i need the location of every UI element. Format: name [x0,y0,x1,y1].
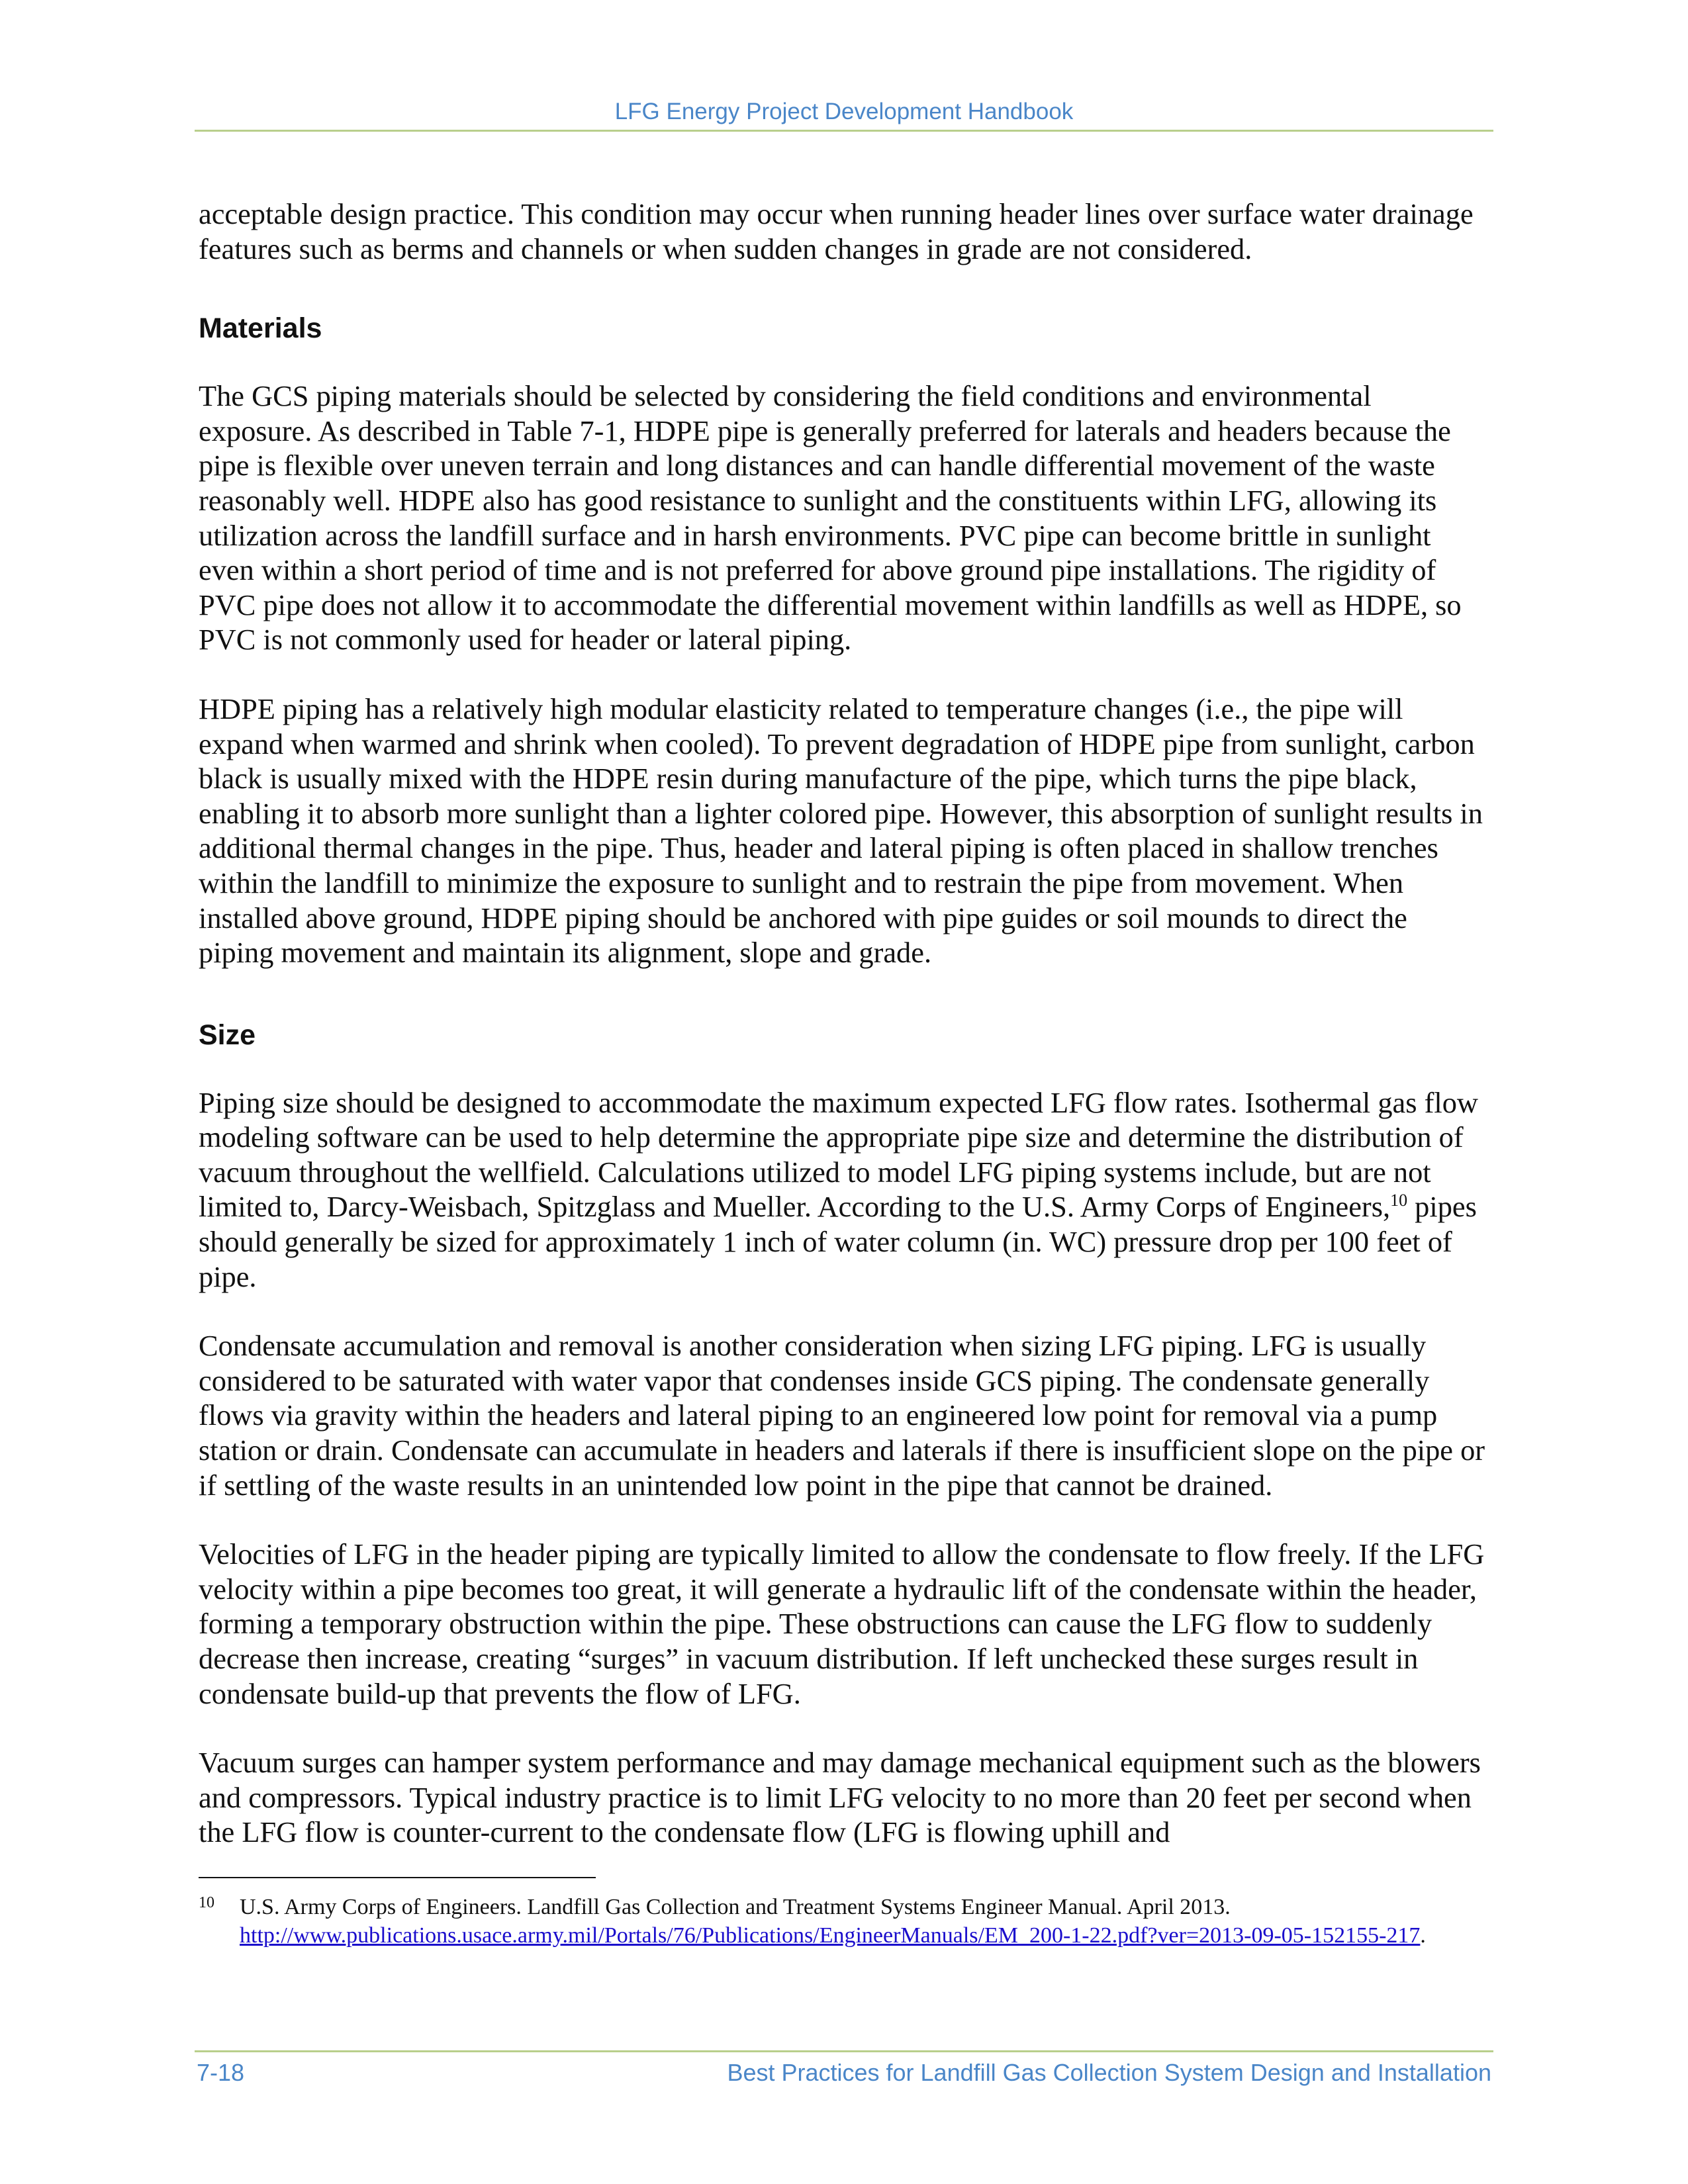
paragraph-size-2: Condensate accumulation and removal is another consideration when sizing LFG piping. LFG is usually considered to be saturated with water vapor that condenses inside GCS piping. The condensate generally flows via gravity within the headers and lateral piping to an engineered low point for removal via a pump station or drain. Condensate can accumulate in headers and laterals if there is insufficient slope on the pipe or if settling of the waste results in an unintended low point in the pipe that cannot be drained. [199,1329,1485,1502]
paragraph-materials-2: HDPE piping has a relatively high modular elasticity related to temperature changes (i.e., the pipe will expand when warmed and shrink when cooled). To prevent degradation of HDPE pipe from sunlight, carbon black is usually mixed with the HDPE resin during manufacture of the pipe, which turns the pipe black, enabling it to absorb more sunlight than a lighter colored pipe. However, this absorption of sunlight results in additional thermal changes in the pipe. Thus, header and lateral piping is often placed in shallow trenches within the landfill to minimize the exposure to sunlight and to restrain the pipe from movement. When installed above ground, HDPE piping should be anchored with pipe guides or soil mounds to direct the piping movement and maintain its alignment, slope and grade. [199,692,1483,970]
footnote-reference[interactable]: 10 [1390,1191,1408,1210]
footnote-separator [199,1877,596,1878]
section-heading-materials: Materials [199,312,322,345]
footnote-text: U.S. Army Corps of Engineers. Landfill Gas Collection and Treatment Systems Engineer Manual. April 2013. [240,1895,1231,1919]
paragraph-size-1-text-b: pipes should generally be sized for approximately 1 inch of water column (in. WC) pressure drop per 100 feet of pipe. [199,1190,1477,1293]
paragraph-size-4: Vacuum surges can hamper system performance and may damage mechanical equipment such as the blowers and compressors. Typical industry practice is to limit LFG velocity to no more than 20 feet per second when the LFG flow is counter-current to the condensate flow (LFG is flowing uphill and [199,1746,1481,1849]
body-content [199,197,1489,1884]
paragraph-size-1-text-a: Piping size should be designed to accommodate the maximum expected LFG flow rates. Isothermal gas flow modeling software can be used to help determine the appropriate pipe size and determine the distribution of vacuum throughout the wellfield. Calculations utilized to model LFG piping systems include, but are not limited to, Darcy-Weisbach, Spitzglass and Mueller. According to the U.S. Army Corps of Engineers, [199,1085,1478,1224]
footnote-number: 10 [199,1894,214,1911]
footnote-link[interactable]: http://www.publications.usace.army.mil/Portals/76/Publications/EngineerManuals/EM_200-1-22.pdf?ver=2013-09-05-152155-217 [240,1923,1421,1948]
footnote-period: . [1420,1923,1426,1948]
section-heading-size: Size [199,1019,256,1051]
paragraph-size-1 [199,1085,1489,1295]
running-header: LFG Energy Project Development Handbook [614,99,1074,124]
header-rule [195,130,1493,132]
paragraph-size-3: Velocities of LFG in the header piping are typically limited to allow the condensate to flow freely. If the LFG velocity within a pipe becomes too great, it will generate a hydraulic lift of the condensate within the header, forming a temporary obstruction within the pipe. These obstructions can cause the LFG flow to suddenly decrease then increase, creating “surges” in vacuum distribution. If left unchecked these surges result in condensate build-up that prevents the flow of LFG. [199,1537,1485,1710]
footnote-body [240,1893,1496,1950]
paragraph-continuation: acceptable design practice. This condition may occur when running header lines over surface water drainage features such as berms and channels or when sudden changes in grade are not considered. [199,197,1474,265]
page-number: 7-18 [197,2059,245,2086]
footer-rule [195,2050,1493,2052]
paragraph-materials-1: The GCS piping materials should be selected by considering the field conditions and environmental exposure. As described in Table 7-1, HDPE pipe is generally preferred for laterals and headers because the pipe is flexible over uneven terrain and long distances and can handle differential movement of the waste reasonably well. HDPE also has good resistance to sunlight and the constituents within LFG, allowing its utilization across the landfill surface and in harsh environments. PVC pipe can become brittle in sunlight even within a short period of time and is not preferred for above ground pipe installations. The rigidity of PVC pipe does not allow it to accommodate the differential movement within landfills as well as HDPE, so PVC is not commonly used for header or lateral piping. [199,379,1462,657]
running-footer-title: Best Practices for Landfill Gas Collection System Design and Installation [727,2059,1491,2086]
footnote [199,1893,1496,1950]
